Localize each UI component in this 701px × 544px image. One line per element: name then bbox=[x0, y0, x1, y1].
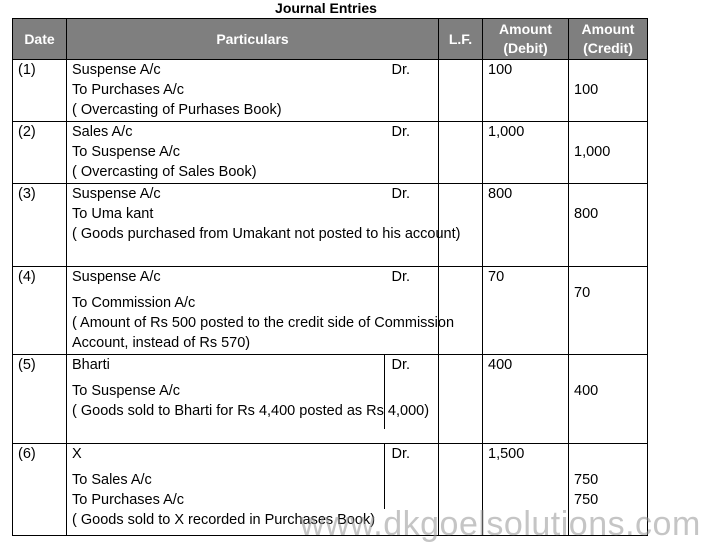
date-cell: (5) bbox=[13, 355, 67, 444]
narration: ( Overcasting of Sales Book) bbox=[72, 164, 257, 180]
credit-account: To Purchases A/c bbox=[72, 492, 185, 508]
dr-label: Dr. bbox=[391, 446, 410, 462]
credit-account: To Suspense A/c bbox=[72, 383, 181, 399]
particulars-cell bbox=[67, 355, 439, 444]
dr-label: Dr. bbox=[391, 357, 410, 373]
credit-cell bbox=[569, 184, 648, 267]
credit-account: To Suspense A/c bbox=[72, 144, 181, 160]
narration: ( Overcasting of Purhases Book) bbox=[72, 102, 282, 118]
date-cell: (3) bbox=[13, 184, 67, 267]
particulars-cell bbox=[67, 122, 439, 184]
date-cell: (2) bbox=[13, 122, 67, 184]
header-row bbox=[13, 19, 648, 60]
credit-amount: 750 bbox=[574, 492, 599, 508]
credit-amount: 800 bbox=[574, 206, 599, 222]
credit-cell bbox=[569, 355, 648, 444]
credit-header bbox=[569, 19, 648, 60]
dr-label: Dr. bbox=[391, 186, 410, 202]
credit-account: To Commission A/c bbox=[72, 295, 196, 311]
debit-header bbox=[483, 19, 569, 60]
date-cell: (1) bbox=[13, 60, 67, 122]
column-divider bbox=[384, 355, 385, 429]
narration: ( Goods sold to Bharti for Rs 4,400 posted as Rs 4,000) bbox=[72, 403, 430, 419]
debit-header-line2: (Debit) bbox=[503, 40, 548, 56]
debit-cell: 70 bbox=[483, 267, 569, 355]
credit-account: To Sales A/c bbox=[72, 472, 152, 488]
lf-cell bbox=[439, 355, 483, 444]
lf-cell bbox=[439, 60, 483, 122]
column-divider bbox=[384, 444, 385, 509]
credit-header-line1: Amount bbox=[581, 21, 635, 37]
credit-account: To Purchases A/c bbox=[72, 82, 185, 98]
dr-label: Dr. bbox=[391, 62, 410, 78]
credit-account: To Uma kant bbox=[72, 206, 154, 222]
date-header: Date bbox=[13, 19, 67, 60]
debit-cell: 1,000 bbox=[483, 122, 569, 184]
debit-cell: 800 bbox=[483, 184, 569, 267]
narration: ( Goods purchased from Umakant not posted to his account) bbox=[72, 226, 461, 242]
debit-account: Suspense A/c bbox=[72, 186, 161, 202]
credit-amount: 1,000 bbox=[574, 144, 611, 160]
date-cell: (4) bbox=[13, 267, 67, 355]
debit-account: Sales A/c bbox=[72, 124, 133, 140]
narration: ( Goods sold to X recorded in Purchases Book) bbox=[72, 512, 376, 528]
journal-title: Journal Entries bbox=[275, 0, 377, 16]
debit-header-line1: Amount bbox=[499, 21, 552, 37]
debit-cell: 1,500 bbox=[483, 444, 569, 536]
debit-account: Suspense A/c bbox=[72, 269, 161, 285]
debit-cell: 400 bbox=[483, 355, 569, 444]
credit-amount: 70 bbox=[574, 285, 591, 301]
credit-cell bbox=[569, 122, 648, 184]
credit-amount: 750 bbox=[574, 472, 599, 488]
table-row bbox=[13, 184, 648, 267]
narration: ( Amount of Rs 500 posted to the credit side of Commission Account, instead of Rs 570) bbox=[72, 315, 455, 351]
credit-cell bbox=[569, 267, 648, 355]
watermark-text: www.dkgoelsolutions.com bbox=[300, 505, 701, 543]
particulars-header: Particulars bbox=[67, 19, 439, 60]
particulars-cell bbox=[67, 267, 455, 355]
table-row bbox=[13, 60, 648, 122]
date-cell: (6) bbox=[13, 444, 67, 536]
table-row bbox=[13, 267, 648, 355]
table-row bbox=[13, 355, 648, 444]
dr-label: Dr. bbox=[391, 269, 410, 285]
lf-header: L.F. bbox=[439, 19, 483, 60]
debit-account: X bbox=[72, 446, 82, 462]
table-row bbox=[13, 122, 648, 184]
debit-account: Bharti bbox=[72, 357, 110, 373]
lf-cell bbox=[439, 122, 483, 184]
debit-account: Suspense A/c bbox=[72, 62, 161, 78]
particulars-cell bbox=[67, 60, 439, 122]
credit-amount: 400 bbox=[574, 383, 599, 399]
particulars-cell bbox=[67, 184, 461, 267]
dr-label: Dr. bbox=[391, 124, 410, 140]
credit-cell bbox=[569, 60, 648, 122]
debit-cell: 100 bbox=[483, 60, 569, 122]
journal-table bbox=[12, 18, 648, 536]
credit-header-line2: (Credit) bbox=[583, 40, 633, 56]
credit-amount: 100 bbox=[574, 82, 599, 98]
